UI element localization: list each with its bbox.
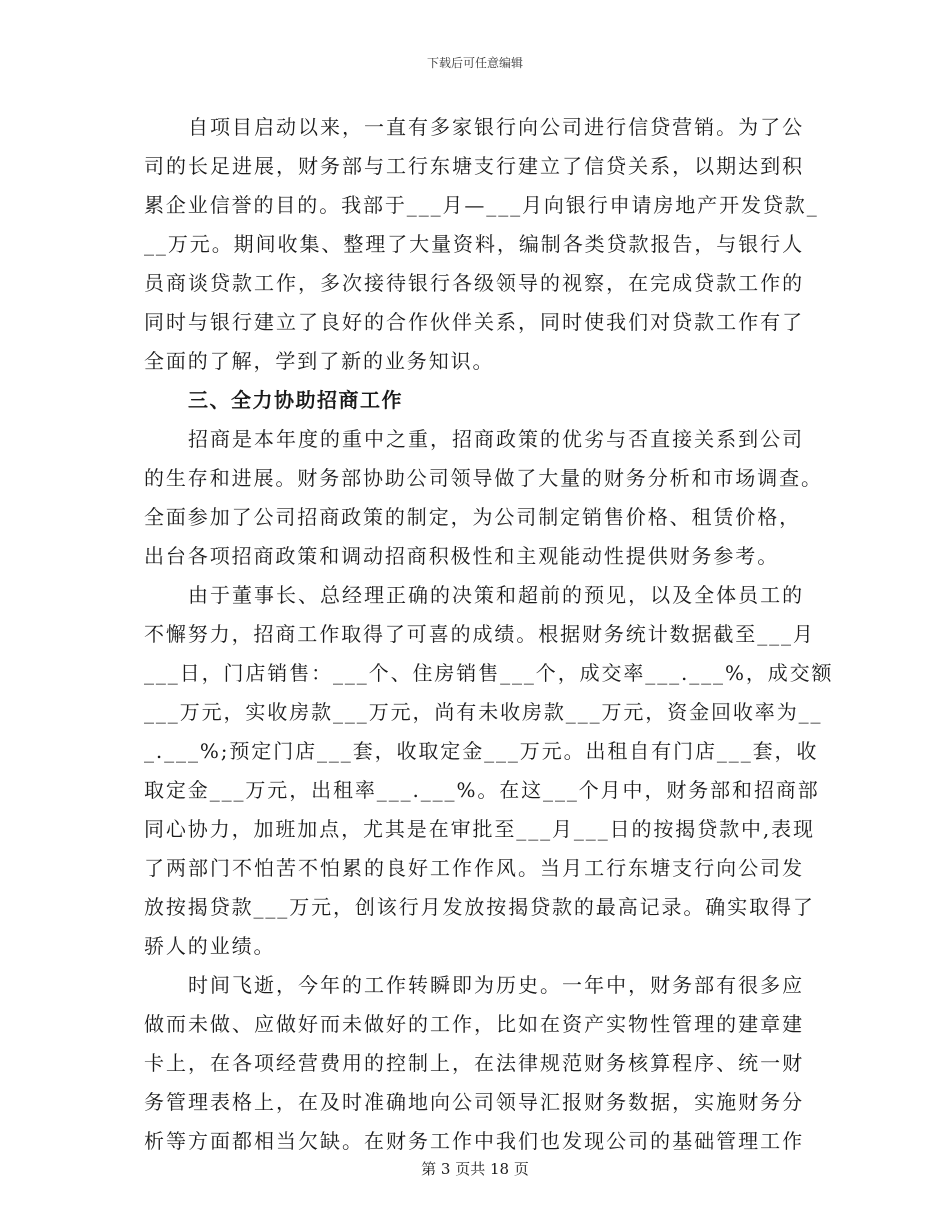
paragraph-line: 累企业信誉的目的。我部于___月—___月向银行申请房地产开发贷款_ (144, 193, 819, 217)
paragraph-line: 骄人的业绩。 (144, 934, 276, 958)
paragraph-line: 做而未做、应做好而未做好的工作，比如在资产实物性管理的建章建 (144, 1012, 804, 1036)
paragraph-line: 务管理表格上，在及时准确地向公司领导汇报财务数据，实施财务分 (144, 1090, 804, 1114)
paragraph-line: 的生存和进展。财务部协助公司领导做了大量的财务分析和市场调查。 (144, 466, 823, 490)
paragraph-line: 析等方面都相当欠缺。在财务工作中我们也发现公司的基础管理工作 (144, 1129, 804, 1153)
paragraph-line: 放按揭贷款___万元，创该行月发放按揭贷款的最高记录。确实取得了 (144, 895, 815, 919)
paragraph-line: 出台各项招商政策和调动招商积极性和主观能动性提供财务参考。 (144, 544, 780, 568)
document-body (144, 108, 834, 1161)
section-heading: 三、全力协助招商工作 (188, 388, 403, 412)
paragraph-line: __万元。期间收集、整理了大量资料，编制各类贷款报告，与银行人 (144, 232, 804, 256)
paragraph-line: 司的长足进展，财务部与工行东塘支行建立了信贷关系，以期达到积 (144, 154, 804, 178)
paragraph-line: 不懈努力，招商工作取得了可喜的成绩。根据财务统计数据截至___月 (144, 622, 815, 646)
page-header: 下载后可任意编辑 (426, 56, 523, 70)
paragraph-line: 同时与银行建立了良好的合作伙伴关系，同时使我们对贷款工作有了 (144, 310, 804, 334)
paragraph-line: 了两部门不怕苦不怕累的良好工作作风。当月工行东塘支行向公司发 (144, 856, 804, 880)
paragraph-line: 由于董事长、总经理正确的决策和超前的预见，以及全体员工的 (188, 583, 804, 607)
paragraph-line: 全面参加了公司招商政策的制定，为公司制定销售价格、租赁价格， (144, 505, 801, 529)
paragraph-line: 招商是本年度的重中之重，招商政策的优劣与否直接关系到公司 (188, 427, 804, 451)
paragraph-line: 员商谈贷款工作，多次接待银行各级领导的视察，在完成贷款工作的 (144, 271, 804, 295)
paragraph-line: 取定金___万元，出租率___.___%。在这___个月中，财务部和招商部 (144, 778, 820, 802)
paragraph-line: 时间飞逝，今年的工作转瞬即为历史。一年中，财务部有很多应 (188, 973, 804, 997)
paragraph-line: ___万元，实收房款___万元，尚有未收房款___万元，资金回收率为__ (144, 700, 823, 724)
paragraph-line: 自项目启动以来，一直有多家银行向公司进行信贷营销。为了公 (188, 115, 804, 139)
paragraph-line: 同心协力，加班加点，尤其是在审批至___月___日的按揭贷款中,表现 (144, 817, 815, 841)
paragraph-line: _.___%;预定门店___套，收取定金___万元。出租自有门店___套，收 (144, 739, 819, 763)
paragraph-line: 全面的了解，学到了新的业务知识。 (144, 349, 495, 373)
paragraph-line: ___日，门店销售：___个、住房销售___个，成交率___.___%，成交额 (144, 661, 834, 685)
paragraph-line: 卡上，在各项经营费用的控制上，在法律规范财务核算程序、统一财 (144, 1051, 804, 1075)
page-footer: 第 3 页共 18 页 (421, 1160, 529, 1178)
